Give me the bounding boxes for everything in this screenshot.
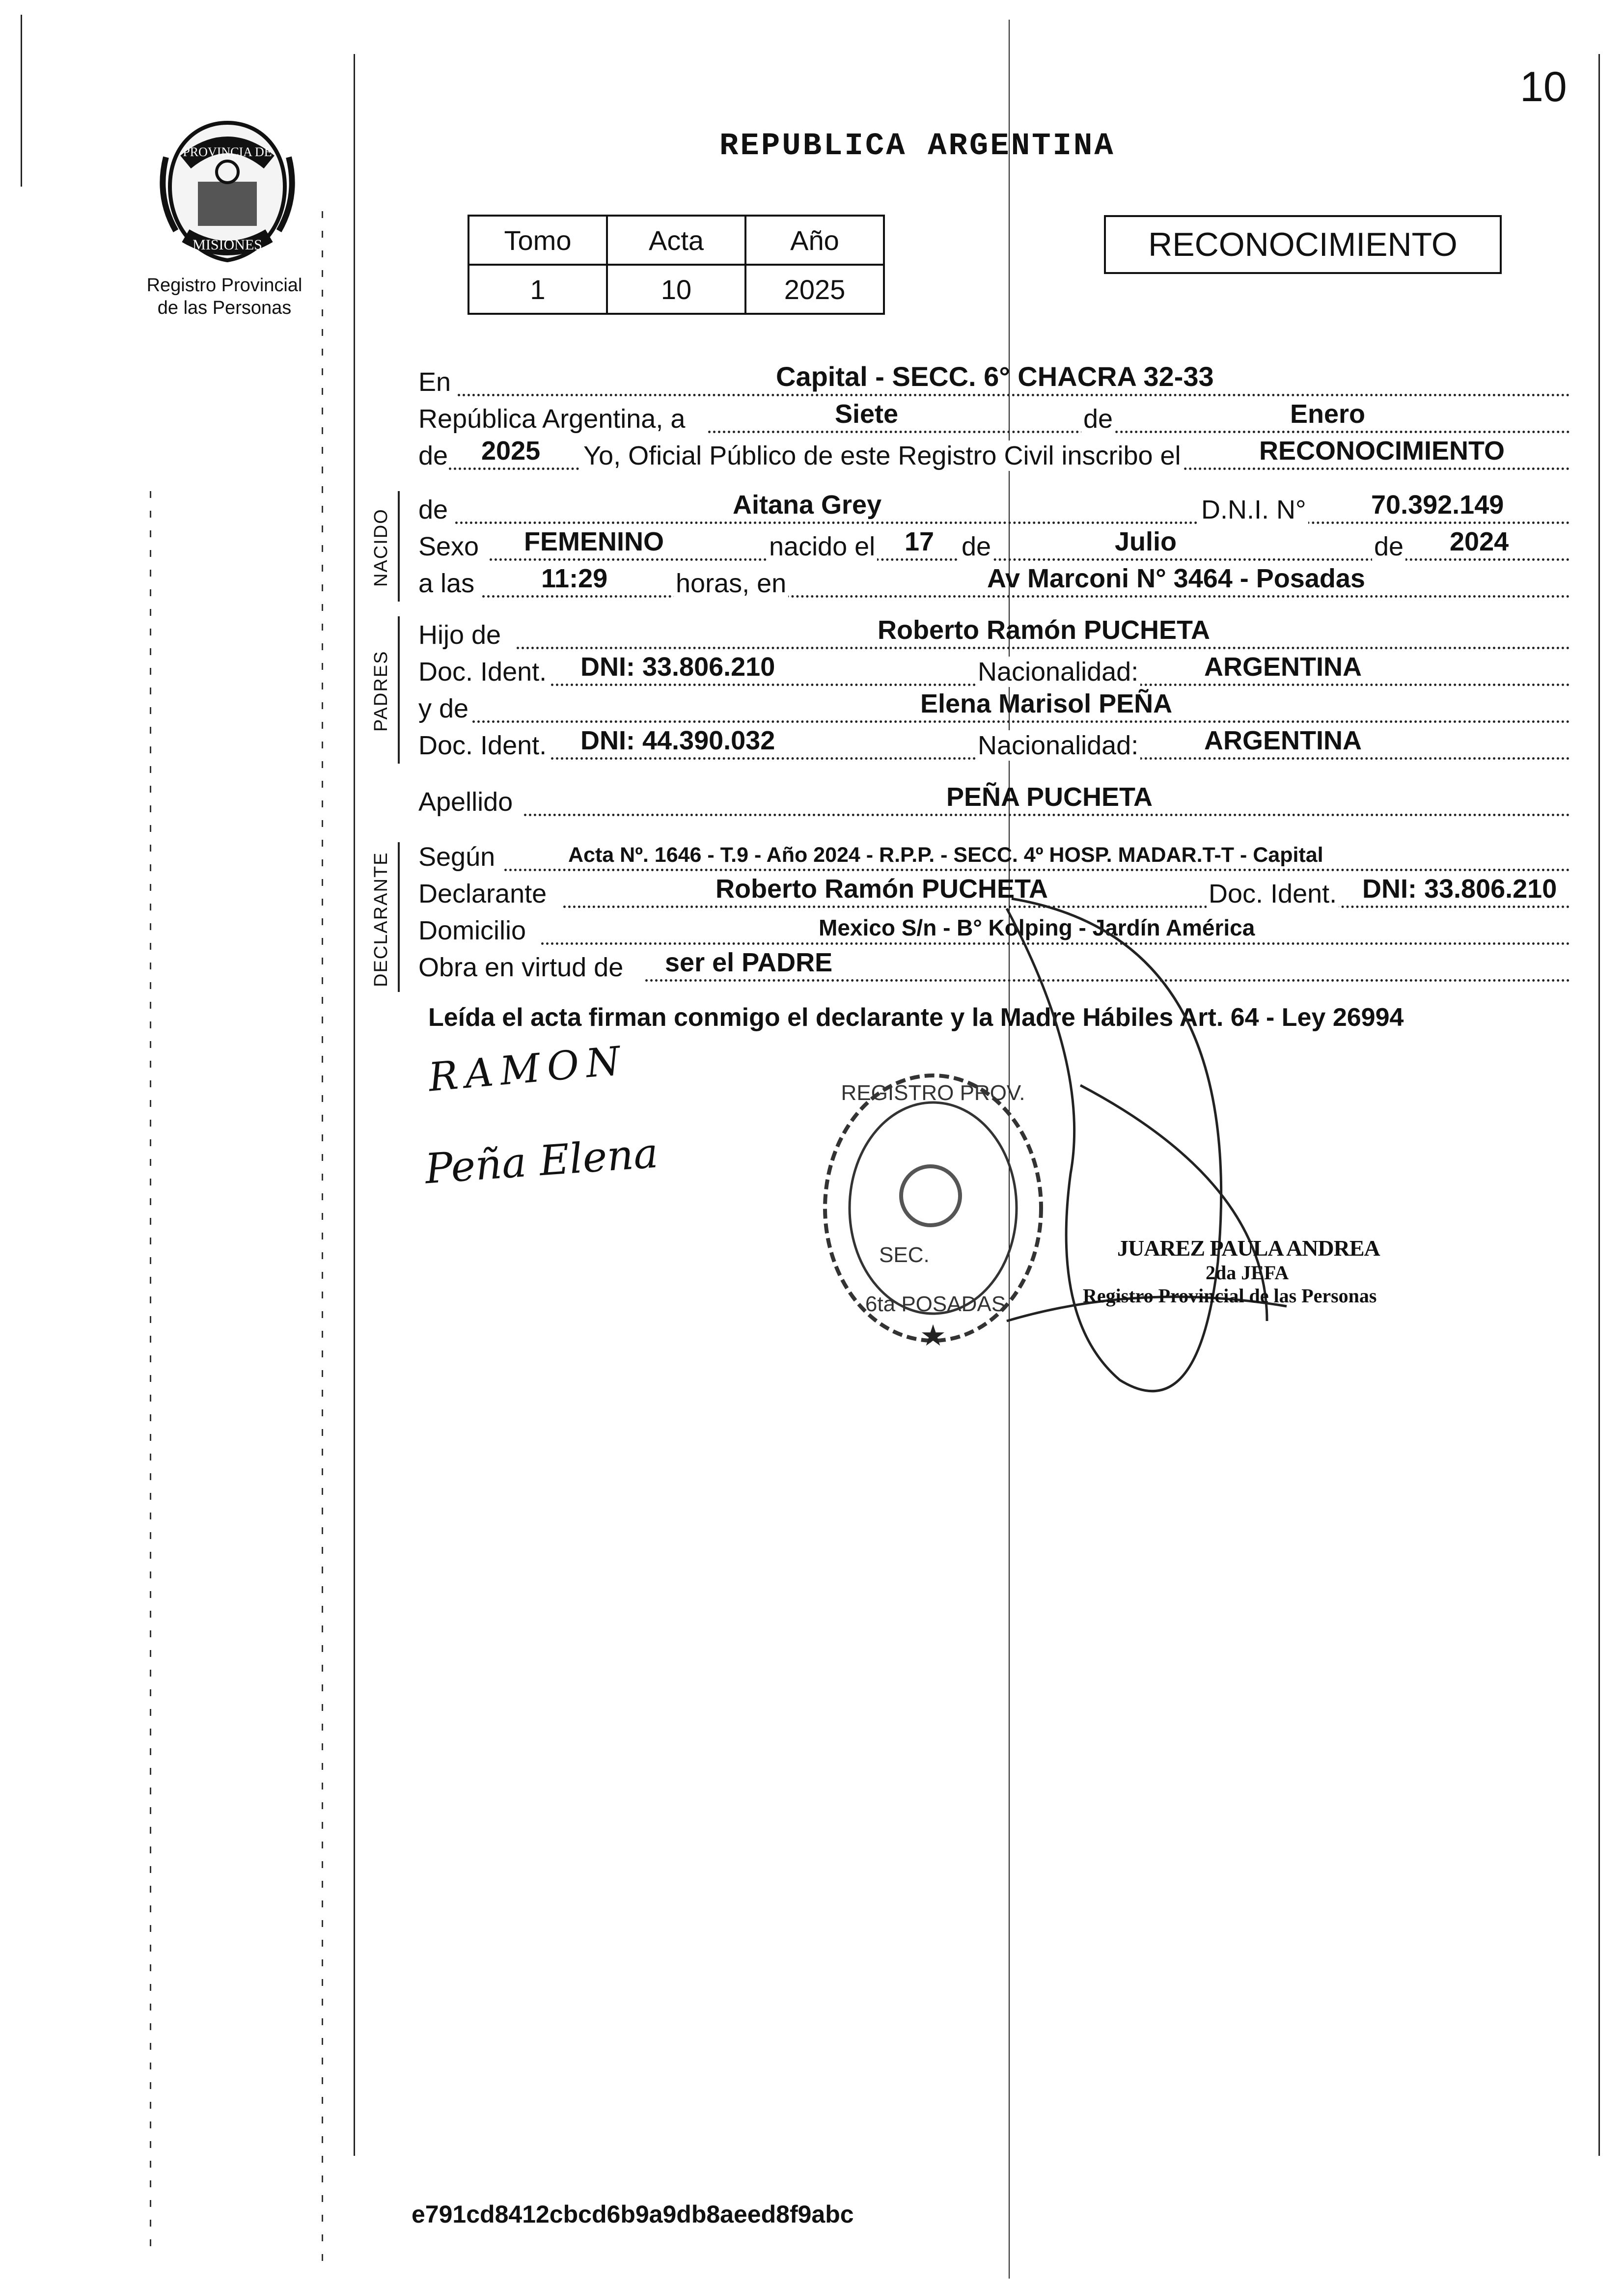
father-name: Roberto Ramón PUCHETA [878,615,1211,645]
mother-nationality: ARGENTINA [1204,726,1362,755]
line-mother-doc: Doc. Ident. DNI: 44.390.032 Nacionalidad: ARGENTINA [418,728,1570,765]
child-sex: FEMENINO [524,527,664,556]
page-number: 10 [1520,63,1567,110]
closing-statement: Leída el acta firman conmigo el declarante y la Madre Hábiles Art. 64 - Ley 26994 [428,1003,1404,1032]
surname-value: PEÑA PUCHETA [946,782,1153,812]
declarante-brace [398,842,400,992]
line-obra: Obra en virtud de ser el PADRE [418,950,1570,987]
padres-brace [398,616,400,764]
act-value: RECONOCIMIENTO [1257,436,1505,466]
line-en [418,361,1570,401]
month-value: Enero [1290,399,1366,429]
tomo-acta-ano-table [468,215,885,315]
padres-section-label: PADRES [371,650,391,732]
line-sexo: Sexo FEMENINO nacido el 17 de Julio de 2024 [418,529,1570,566]
en-value: Capital - SECC. 6° CHACRA 32-33 [776,361,1214,392]
official-role: 2da JEFA [1206,1262,1289,1284]
mother-doc: DNI: 44.390.032 [580,726,775,755]
birth-year: 2024 [1450,527,1509,556]
line-oficial: de 2025 Yo, Oficial Público de este Registro Civil inscribo el RECONOCIMIENTO [418,439,1570,475]
misiones-seal-logo [156,113,299,270]
line-hijo-de: Hijo de Roberto Ramón PUCHETA [418,618,1570,654]
left-edge-line [21,15,22,187]
line-declarante: Declarante Roberto Ramón PUCHETA Doc. Ident. DNI: 33.806.210 [418,877,1570,913]
declarant-doc: DNI: 33.806.210 [1362,874,1557,904]
official-stamp-text [1083,1235,1380,1307]
nacido-brace [398,491,400,602]
signature-ramon: RAMON [426,1037,629,1101]
table-header-ano: Año [745,216,884,265]
left-margin-dashes [150,491,151,2259]
father-doc: DNI: 33.806.210 [580,652,775,682]
table-value-tomo: 1 [468,265,607,314]
svg-text:★: ★ [920,1319,946,1353]
father-nationality: ARGENTINA [1204,652,1362,682]
official-signature-scribble [992,879,1336,1444]
line-nacido-name: de Aitana Grey D.N.I. N° 70.392.149 [418,493,1570,529]
line-domicilio: Domicilio Mexico S/n - B° Kolping - Jardín América [418,913,1570,950]
table-header-tomo: Tomo [468,216,607,265]
official-name: JUAREZ PAULA ANDREA [1117,1236,1380,1261]
table-value-ano: 2025 [745,265,884,314]
line-republica: República Argentina, a Siete de Enero [418,402,1570,438]
birth-hour: 11:29 [541,564,608,593]
segun-value: Acta Nº. 1646 - T.9 - Año 2024 - R.P.P. - SECC. 4º HOSP. MADAR.T-T - Capital [568,843,1323,867]
table-value-acta: 10 [607,265,745,314]
logo-caption: Registro Provincial de las Personas [146,275,303,318]
birth-place: Av Marconi N° 3464 - Posadas [987,564,1365,593]
nacido-section-label: NACIDO [371,508,391,587]
declarante-section-label: DECLARANTE [371,852,391,987]
child-dni: 70.392.149 [1371,490,1504,520]
signature-pena-elena: Peña Elena [423,1128,660,1193]
document-hash: e791cd8412cbcd6b9a9db8aeed8f9abc [412,2201,854,2228]
birth-day: 17 [905,527,935,556]
table-header-acta: Acta [607,216,745,265]
en-label: En [418,367,451,397]
content-right-border [1598,54,1600,2156]
content-left-border [354,54,355,2156]
svg-text:MISIONES: MISIONES [193,237,262,253]
line-segun: Según Acta Nº. 1646 - T.9 - Año 2024 - R.P.P. - SECC. 4º HOSP. MADAR.T-T - Capital [418,840,1570,876]
act-type-box: RECONOCIMIENTO [1104,215,1502,274]
svg-text:PROVINCIA DE: PROVINCIA DE [183,145,272,159]
official-office: Registro Provincial de las Personas [1083,1285,1377,1307]
left-margin-dashes-2 [322,211,323,2274]
obra-value: ser el PADRE [665,948,833,977]
birth-month: Julio [1115,527,1177,556]
day-value: Siete [835,399,899,429]
svg-text:REGISTRO PROV.: REGISTRO PROV. [841,1081,1025,1105]
declarant-address: Mexico S/n - B° Kolping - Jardín América [819,915,1255,940]
line-father-doc: Doc. Ident. DNI: 33.806.210 Nacionalidad: ARGENTINA [418,655,1570,691]
svg-text:SEC.: SEC. [879,1243,930,1267]
line-hora: a las 11:29 horas, en Av Marconi N° 3464 - Posadas [418,566,1570,603]
svg-text:6ta POSADAS: 6ta POSADAS [865,1292,1006,1316]
line-apellido: Apellido PEÑA PUCHETA [418,785,1570,821]
child-name: Aitana Grey [733,490,882,520]
line-y-de: y de Elena Marisol PEÑA [418,691,1570,728]
year-value: 2025 [481,436,541,466]
document-title: REPUBLICA ARGENTINA [719,129,1115,164]
declarant-name: Roberto Ramón PUCHETA [716,874,1048,904]
mother-name: Elena Marisol PEÑA [920,689,1173,718]
